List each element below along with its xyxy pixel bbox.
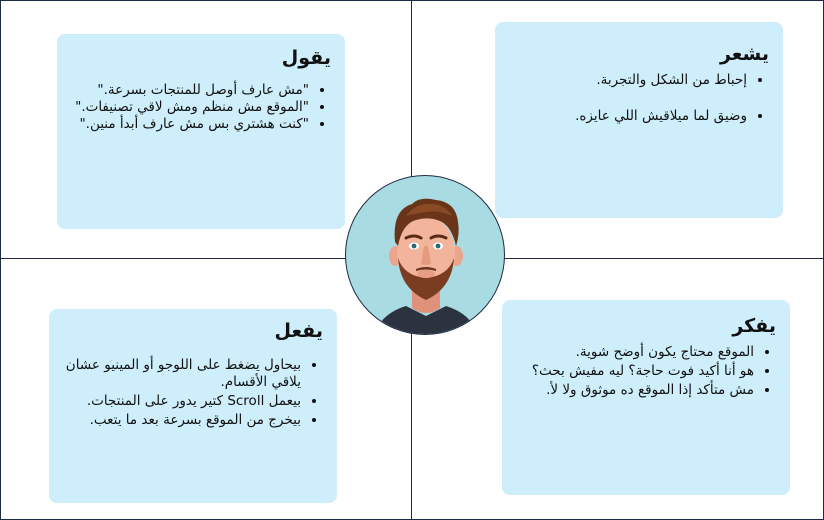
feels-item: • وضيق لما ميلاقيش اللي عايزه. [505, 108, 747, 125]
thinks-item: • هو أنا أكيد فوت حاجة؟ ليه مفيش بحث؟ [512, 363, 754, 380]
says-list [67, 82, 331, 133]
persona-avatar [345, 175, 505, 335]
does-item: • بيحاول يضغط على اللوجو أو المينيو عشان يلاقي الأقسام. [59, 357, 301, 391]
does-list [59, 357, 323, 429]
feels-title: يشعر [719, 43, 769, 65]
thinks-title: يفكر [732, 315, 776, 337]
feels-card [495, 22, 783, 218]
thinks-list [512, 344, 776, 399]
says-card [57, 34, 345, 229]
does-item: • بيخرج من الموقع بسرعة بعد ما يتعب. [59, 412, 301, 429]
thinks-item: • مش متأكد إذا الموقع ده موثوق ولا لأ. [512, 382, 754, 399]
thinks-item: • الموقع محتاج يكون أوضح شوية. [512, 344, 754, 361]
says-item: • "كنت هشتري بس مش عارف أبدأ منين." [67, 116, 309, 133]
says-item: • "الموقع مش منظم ومش لاقي تصنيفات." [67, 99, 309, 116]
thinks-card [502, 300, 790, 495]
does-item: • بيعمل Scroll كتير يدور على المنتجات. [59, 393, 301, 410]
feels-list [505, 72, 769, 125]
does-title: يفعل [274, 320, 323, 342]
says-item: • "مش عارف أوصل للمنتجات بسرعة." [67, 82, 309, 99]
does-card [49, 309, 337, 503]
says-title: يقول [281, 47, 331, 69]
feels-item: • إحباط من الشكل والتجربة. [505, 72, 747, 89]
user-persona-avatar-icon [346, 176, 505, 335]
